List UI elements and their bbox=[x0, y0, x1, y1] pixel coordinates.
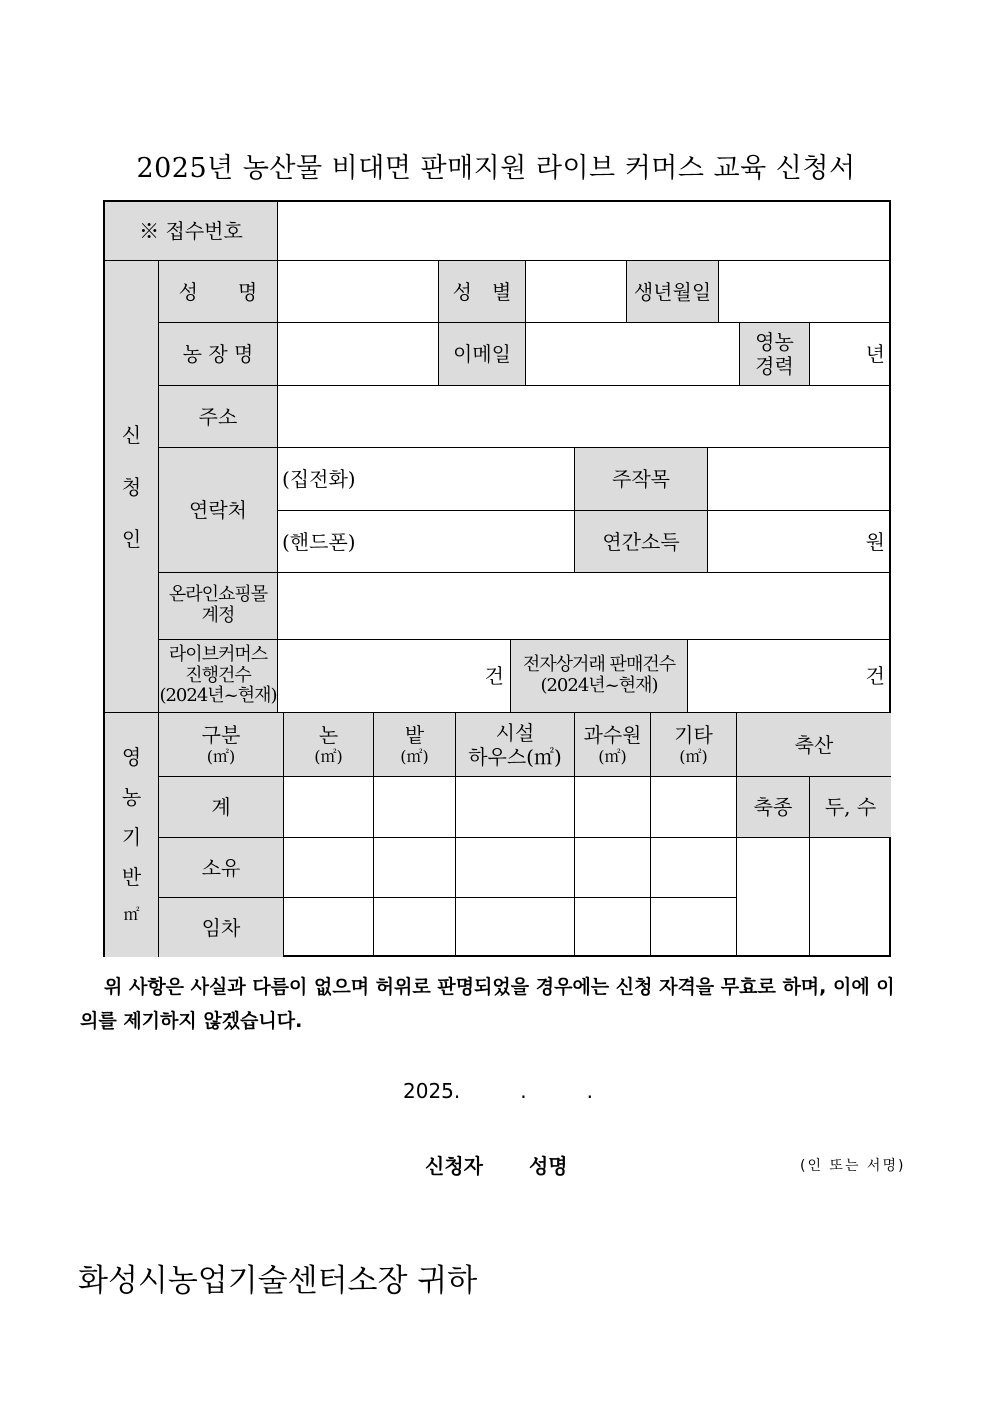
total-field-input[interactable] bbox=[374, 777, 456, 838]
address-label: 주소 bbox=[159, 386, 278, 448]
total-row-label: 계 bbox=[159, 777, 284, 838]
livestock-heads-input[interactable] bbox=[810, 838, 891, 957]
birthdate-input[interactable] bbox=[719, 261, 891, 323]
mobile-label: (핸드폰) bbox=[282, 529, 356, 554]
receipt-number-label: ※ 접수번호 bbox=[105, 202, 278, 261]
page-title: 2025년 농산물 비대면 판매지원 라이브 커머스 교육 신청서 bbox=[136, 153, 856, 184]
applicant-signature-line bbox=[425, 1150, 568, 1179]
addressee: 화성시농업기술센터소장 귀하 bbox=[78, 1263, 478, 1299]
gender-input[interactable] bbox=[526, 261, 627, 323]
name-input[interactable] bbox=[278, 261, 439, 323]
declaration-text: 위 사항은 사실과 다름이 없으며 허위로 판명되었을 경우에는 신청 자격을 무효로 하며, 이에 이의를 제기하지 않겠습니다. bbox=[80, 976, 895, 1032]
farming-career-input[interactable] bbox=[810, 323, 891, 386]
application-form-table bbox=[103, 200, 891, 957]
email-input[interactable] bbox=[526, 323, 740, 386]
owned-greenhouse-input[interactable] bbox=[456, 838, 575, 898]
count-unit: 건 bbox=[484, 664, 504, 688]
applicant-name-label: 성명 bbox=[528, 1154, 568, 1178]
years-unit: 년 bbox=[865, 342, 885, 366]
leased-other-input[interactable] bbox=[651, 898, 737, 957]
total-other-input[interactable] bbox=[651, 777, 737, 838]
online-shop-account-input[interactable] bbox=[278, 573, 891, 640]
owned-paddy-input[interactable] bbox=[284, 838, 374, 898]
livestock-heads-header: 두, 수 bbox=[810, 777, 891, 838]
address-input[interactable] bbox=[278, 386, 891, 448]
applicant-label: 신청자 bbox=[425, 1154, 483, 1178]
ecommerce-sales-count-input[interactable] bbox=[688, 640, 891, 713]
total-greenhouse-input[interactable] bbox=[456, 777, 575, 838]
farm-name-label: 농 장 명 bbox=[159, 323, 278, 386]
category-header: 구분 (㎡) bbox=[159, 713, 284, 777]
applicant-section-label: 신 청 인 bbox=[105, 261, 159, 713]
birthdate-label: 생년월일 bbox=[627, 261, 719, 323]
main-crop-input[interactable] bbox=[708, 448, 891, 511]
leased-greenhouse-input[interactable] bbox=[456, 898, 575, 957]
signature-note: (인 또는 서명) bbox=[800, 1158, 906, 1174]
total-paddy-input[interactable] bbox=[284, 777, 374, 838]
ecommerce-sales-count-label: 전자상거래 판매건수 (2024년~현재) bbox=[511, 640, 688, 713]
owned-other-input[interactable] bbox=[651, 838, 737, 898]
greenhouse-header: 시설 하우스(㎡) bbox=[456, 713, 575, 777]
application-date: 2025. . . bbox=[403, 1079, 593, 1103]
leased-row-label: 임차 bbox=[159, 898, 284, 957]
farming-career-label: 영농 경력 bbox=[740, 323, 810, 386]
name-label: 성 명 bbox=[159, 261, 278, 323]
orchard-header: 과수원 (㎡) bbox=[575, 713, 651, 777]
mobile-input[interactable] bbox=[278, 511, 575, 573]
live-commerce-count-input[interactable] bbox=[278, 640, 511, 713]
field-header: 밭 (㎡) bbox=[374, 713, 456, 777]
leased-field-input[interactable] bbox=[374, 898, 456, 957]
owned-orchard-input[interactable] bbox=[575, 838, 651, 898]
total-orchard-input[interactable] bbox=[575, 777, 651, 838]
annual-income-label: 연간소득 bbox=[575, 511, 708, 573]
online-shop-account-label: 온라인쇼핑몰 계정 bbox=[159, 573, 278, 640]
other-header: 기타 (㎡) bbox=[651, 713, 737, 777]
annual-income-input[interactable] bbox=[708, 511, 891, 573]
home-phone-label: (집전화) bbox=[282, 467, 356, 491]
gender-label: 성 별 bbox=[439, 261, 526, 323]
home-phone-input[interactable] bbox=[278, 448, 575, 511]
leased-orchard-input[interactable] bbox=[575, 898, 651, 957]
owned-row-label: 소유 bbox=[159, 838, 284, 898]
farm-name-input[interactable] bbox=[278, 323, 439, 386]
livestock-breed-header: 축종 bbox=[737, 777, 810, 838]
live-commerce-count-label: 라이브커머스 진행건수 (2024년~현재) bbox=[159, 640, 278, 713]
farm-base-section-label: 영 농 기 반 ㎡ bbox=[105, 713, 159, 957]
livestock-breed-input[interactable] bbox=[737, 838, 810, 957]
main-crop-label: 주작목 bbox=[575, 448, 708, 511]
owned-field-input[interactable] bbox=[374, 838, 456, 898]
count-unit: 건 bbox=[865, 664, 885, 688]
email-label: 이메일 bbox=[439, 323, 526, 386]
receipt-number-input[interactable] bbox=[278, 202, 891, 261]
contact-label: 연락처 bbox=[159, 448, 278, 573]
leased-paddy-input[interactable] bbox=[284, 898, 374, 957]
livestock-header: 축산 bbox=[737, 713, 891, 777]
paddy-header: 논 (㎡) bbox=[284, 713, 374, 777]
won-unit: 원 bbox=[865, 529, 885, 554]
